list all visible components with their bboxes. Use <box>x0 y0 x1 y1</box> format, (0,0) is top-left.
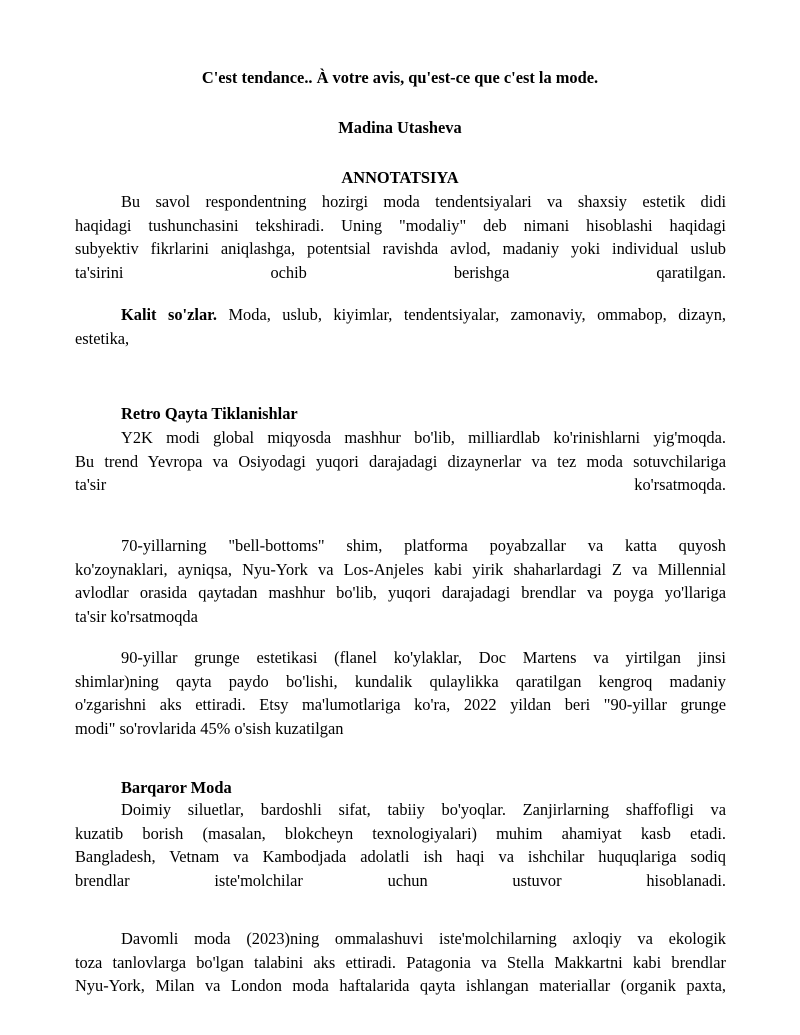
sustainable-paragraph-1 <box>75 798 726 892</box>
text-line: brendlar iste'molchilar uchun ustuvor hisoblanadi. <box>75 870 726 890</box>
text-line: subyektiv fikrlarini aniqlashga, potentsial ravishda avlod, madaniy yoki individual uslub <box>75 239 726 259</box>
keywords-label: Kalit so'zlar. <box>121 305 218 324</box>
text-line: modi" so'rovlarida 45% o'sish kuzatilgan <box>75 718 344 738</box>
text-line: Nyu-York, Milan va London moda haftalarida qayta ishlangan materiallar (organik paxta, <box>75 976 726 996</box>
text-line <box>75 303 726 327</box>
text-line: 90-yillar grunge estetikasi (flanel ko'ylaklar, Doc Martens va yirtilgan jinsi <box>121 648 726 667</box>
text-line: ta'sir ko'rsatmoqda. <box>75 475 726 495</box>
annotation-paragraph <box>75 190 726 284</box>
keywords-list: Moda, uslub, kiyimlar, tendentsiyalar, zamonaviy, ommabop, dizayn, <box>217 305 726 324</box>
section-heading-sustainable: Barqaror Moda <box>121 778 232 797</box>
author-name: Madina Utasheva <box>338 118 462 137</box>
retro-paragraph-2 <box>75 534 726 628</box>
text-line: Doimiy siluetlar, bardoshli sifat, tabiiy bo'yoqlar. Zanjirlarning shaffofligi va <box>121 800 726 819</box>
retro-paragraph-1 <box>75 426 726 497</box>
text-line: toza tanlovlarga bo'lgan talabini aks ettiradi. Patagonia va Stella Makkartni kabi brendlar <box>75 952 726 972</box>
text-line: ko'zoynaklari, ayniqsa, Nyu-York va Los-Anjeles kabi yirik shaharlardagi Z va Millennial <box>75 559 726 579</box>
text-line: shimlar)ning qayta paydo bo'lishi, kundalik qulaylikka qaratilgan kengroq madaniy <box>75 671 726 691</box>
sustainable-paragraph-2 <box>75 927 726 998</box>
text-line: 70-yillarning "bell-bottoms" shim, platforma poyabzallar va katta quyosh <box>121 536 726 555</box>
text-line: o'zgarishni aks ettiradi. Etsy ma'lumotlariga ko'ra, 2022 yildan beri "90-yillar grunge <box>75 695 726 715</box>
text-line: Davomli moda (2023)ning ommalashuvi iste'molchilarning axloqiy va ekologik <box>121 929 726 948</box>
text-line: estetika, <box>75 328 130 348</box>
text-line: haqidagi tushunchasini tekshiradi. Uning "modaliy" deb nimani hisoblashi haqidagi <box>75 215 726 235</box>
text-line: ta'sir ko'rsatmoqda <box>75 606 198 626</box>
text-line: Bu trend Yevropa va Osiyodagi yuqori darajadagi dizaynerlar va tez moda sotuvchilariga <box>75 451 726 471</box>
text-line: Bangladesh, Vetnam va Kambodjada adolatli ish haqi va ishchilar huquqlariga sodiq <box>75 847 726 867</box>
text-line: Y2K modi global miqyosda mashhur bo'lib, milliardlab ko'rinishlarni yig'moqda. <box>121 428 726 447</box>
text-line: ta'sirini ochib berishga qaratilgan. <box>75 262 726 282</box>
annotation-heading: ANNOTATSIYA <box>341 168 459 187</box>
text-line: kuzatib borish (masalan, blokcheyn texnologiyalari) muhim ahamiyat kasb etadi. <box>75 823 726 843</box>
text-line: Bu savol respondentning hozirgi moda tendentsiyalari va shaxsiy estetik didi <box>121 192 726 211</box>
section-heading-retro: Retro Qayta Tiklanishlar <box>121 404 298 423</box>
document-title: C'est tendance.. À votre avis, qu'est-ce que c'est la mode. <box>201 68 599 87</box>
keywords-paragraph <box>75 303 726 350</box>
text-line: avlodlar orasida qaytadan mashhur bo'lib, yuqori darajadagi brendlar va poyga yo'llariga <box>75 583 726 603</box>
retro-paragraph-3 <box>75 646 726 740</box>
